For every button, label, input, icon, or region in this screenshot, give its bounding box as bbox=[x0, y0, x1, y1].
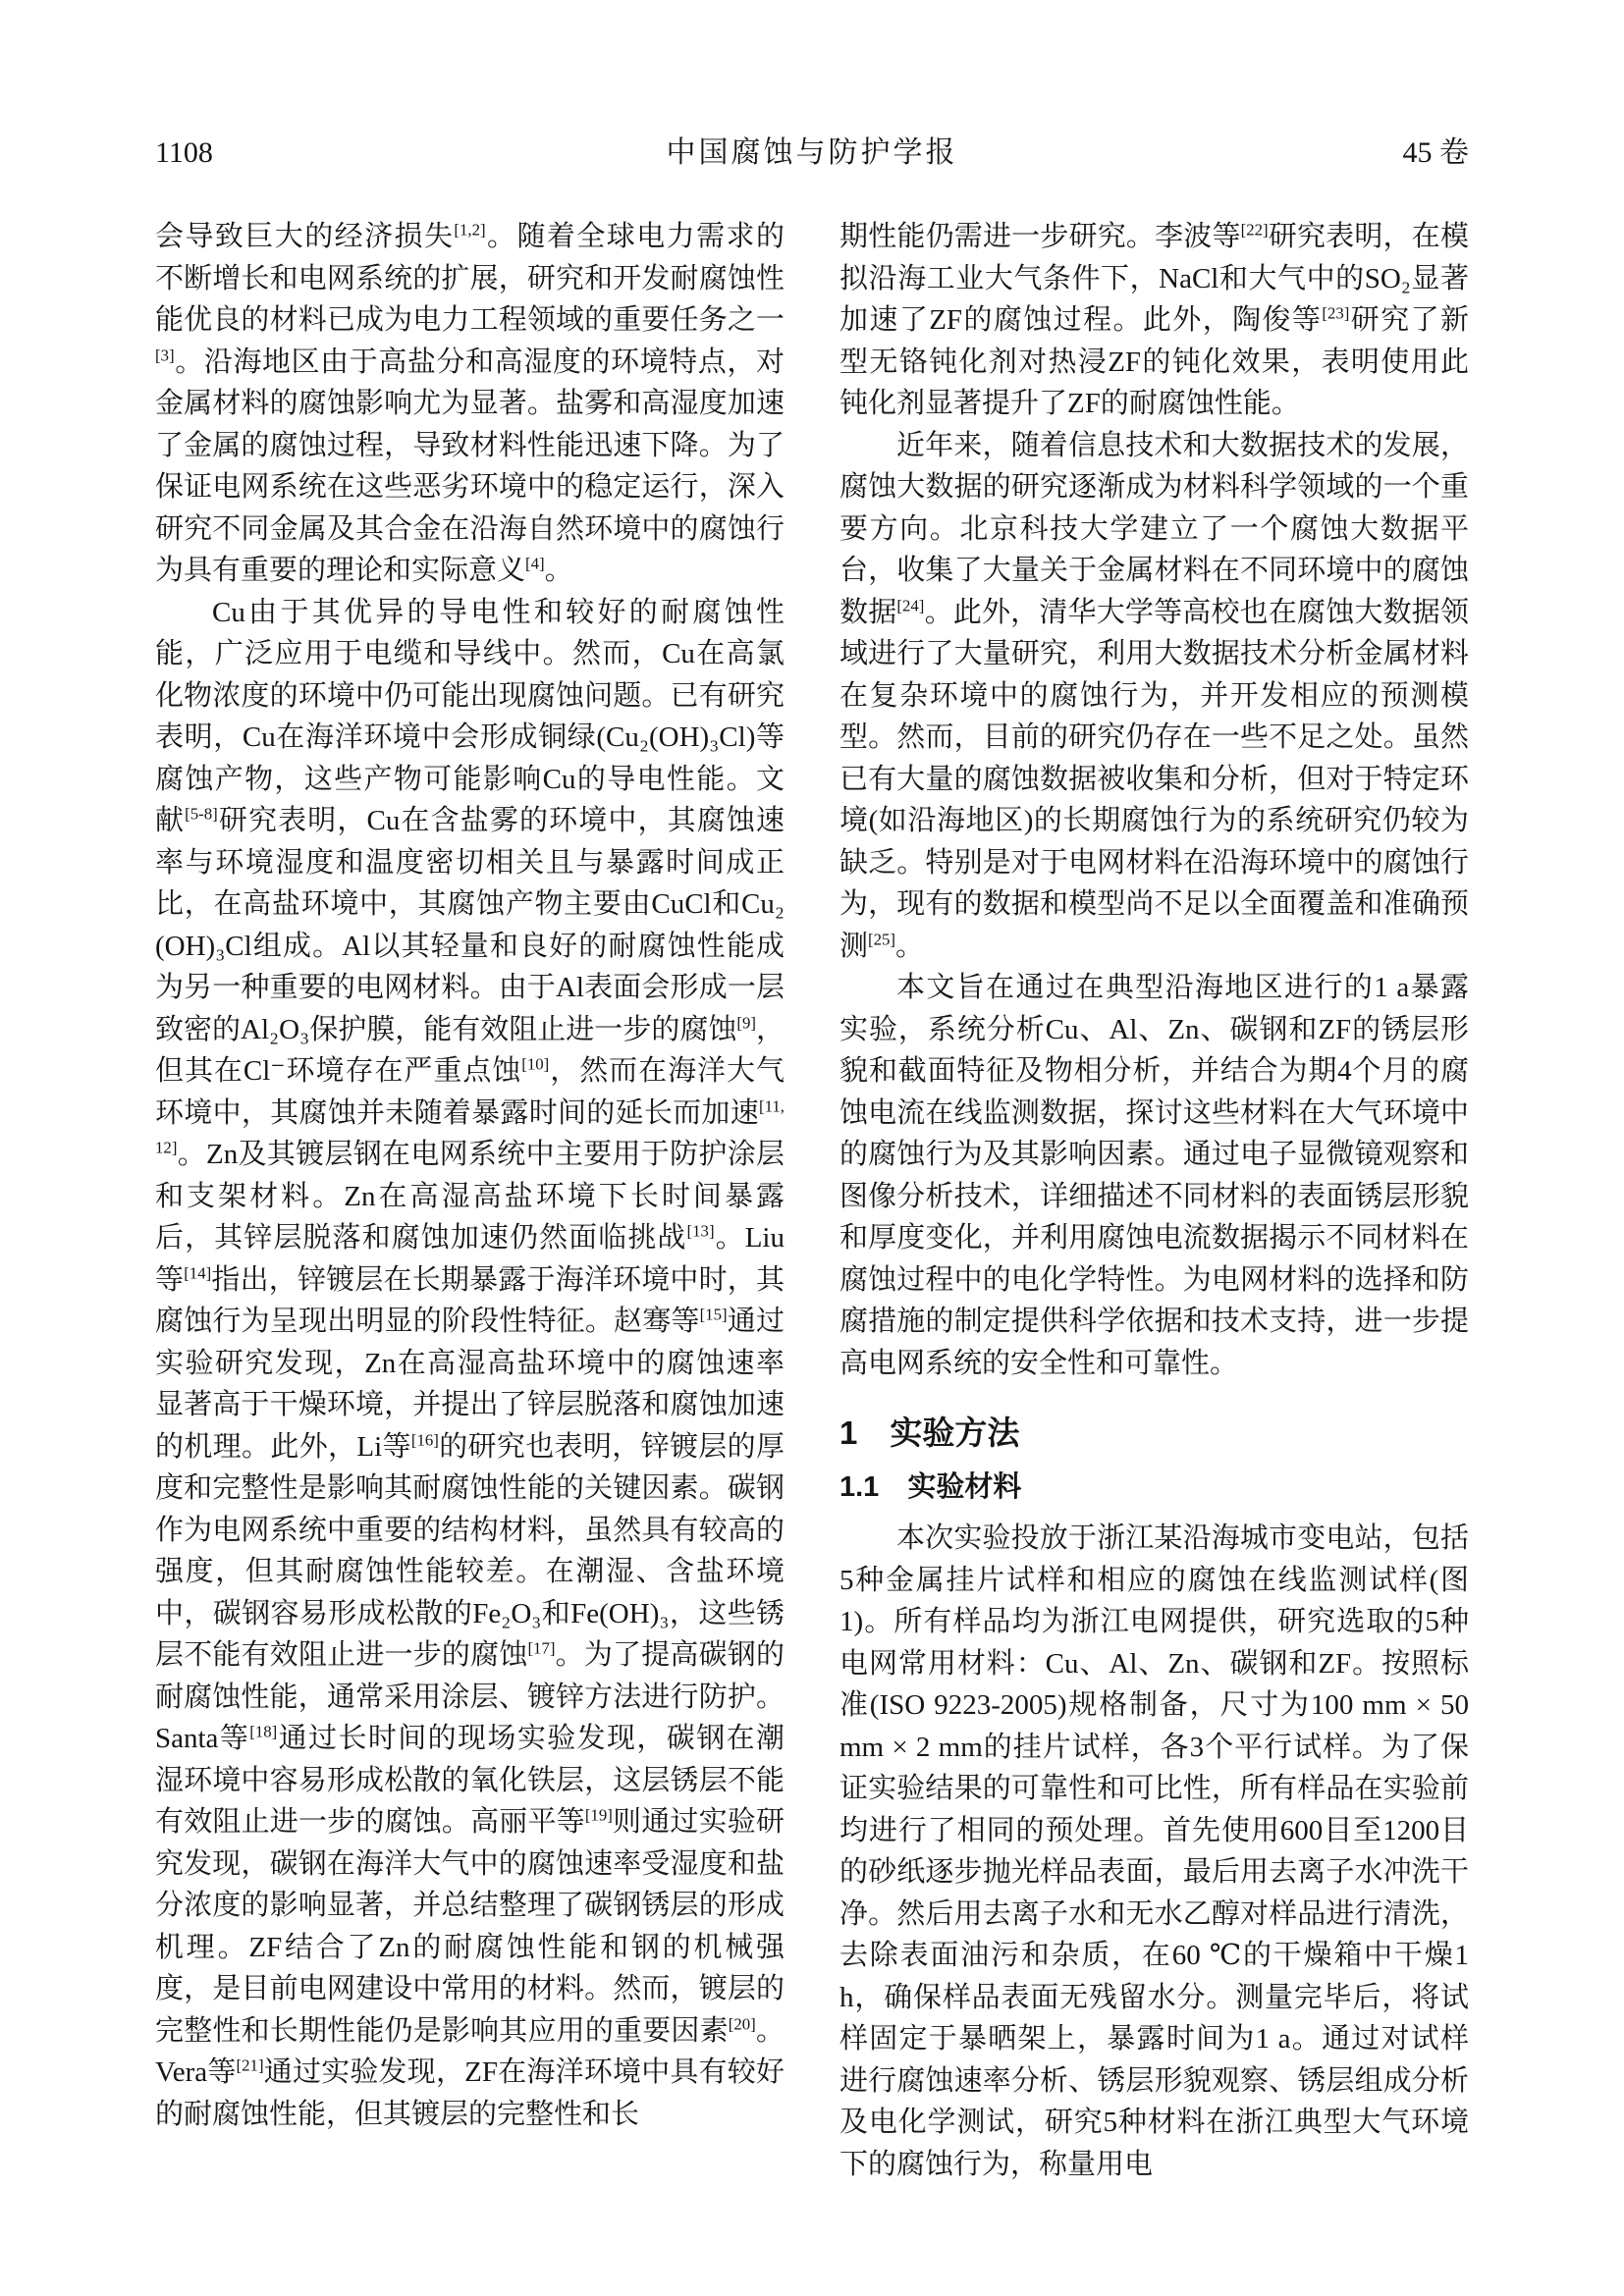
section-heading-methods: 1 实验方法 bbox=[839, 1415, 1020, 1451]
volume-label: 45 卷 bbox=[1402, 136, 1469, 169]
subsection-heading-materials: 1.1 实验材料 bbox=[839, 1470, 1022, 1503]
paragraph: Cu由于其优异的导电性和较好的耐腐蚀性能，广泛应用于电缆和导线中。然而，Cu在高氯化物浓度的环境中仍可能出现腐蚀问题。已有研究表明，Cu在海洋环境中会形成铜绿(Cu₂(OH)₃Cl)等腐蚀产物，这些产物可能影响Cu的导电性能。文献[5-8]研究表明，Cu在含盐雾的环境中，其腐蚀速率与环境湿度和温度密切相关且与暴露时间成正比，在高盐环境中，其腐蚀产物主要由CuCl和Cu₂(OH)₃Cl组成。Al以其轻量和良好的耐腐蚀性能成为另一种重要的电网材料。由于Al表面会形成一层致密的Al₂O₃保护膜，能有效阻止进一步的腐蚀[9]，但其在Cl⁻环境存在严重点蚀[10]，然而在海洋大气环境中，其腐蚀并未随着暴露时间的延长而加速[11,12]。Zn及其镀层钢在电网系统中主要用于防护涂层和支架材料。Zn在高湿高盐环境下长时间暴露后，其锌层脱落和腐蚀加速仍然面临挑战[13]。Liu等[14]指出，锌镀层在长期暴露于海洋环境中时，其腐蚀行为呈现出明显的阶段性特征。赵骞等[15]通过实验研究发现，Zn在高湿高盐环境中的腐蚀速率显著高于干燥环境，并提出了锌层脱落和腐蚀加速的机理。此外，Li等[16]的研究也表明，锌镀层的厚度和完整性是影响其耐腐蚀性能的关键因素。碳钢作为电网系统中重要的结构材料，虽然具有较高的强度，但其耐腐蚀性能较差。在潮湿、含盐环境中，碳钢容易形成松散的Fe₂O₃和Fe(OH)₃，这些锈层不能有效阻止进一步的腐蚀[17]。为了提高碳钢的耐腐蚀性能，通常采用涂层、镀锌方法进行防护。Santa等[18]通过长时间的现场实验发现，碳钢在潮湿环境中容易形成松散的氧化铁层，这层锈层不能有效阻止进一步的腐蚀。高丽平等[19]则通过实验研究发现，碳钢在海洋大气中的腐蚀速率受湿度和盐分浓度的影响显著，并总结整理了碳钢锈层的形成机理。ZF结合了Zn的耐腐蚀性能和钢的机械强度，是目前电网建设中常用的材料。然而，镀层的完整性和长期性能仍是影响其应用的重要因素[20]。Vera等[21]通过实验发现，ZF在海洋环境中具有较好的耐腐蚀性能，但其镀层的完整性和长 bbox=[155, 596, 785, 2130]
paragraph: 会导致巨大的经济损失[1,2]。随着全球电力需求的不断增长和电网系统的扩展，研究和开发耐腐蚀性能优良的材料已成为电力工程领域的重要任务之一[3]。沿海地区由于高盐分和高湿度的环境特点，对金属材料的腐蚀影响尤为显著。盐雾和高湿度加速了金属的腐蚀过程，导致材料性能迅速下降。为了保证电网系统在这些恶劣环境中的稳定运行，深入研究不同金属及其合金在沿海自然环境中的腐蚀行为具有重要的理论和实际意义[4]。 bbox=[155, 220, 785, 586]
paragraph: 本文旨在通过在典型沿海地区进行的1 a暴露实验，系统分析Cu、Al、Zn、碳钢和ZF的锈层形貌和截面特征及物相分析，并结合为期4个月的腐蚀电流在线监测数据，探讨这些材料在大气环境中的腐蚀行为及其影响因素。通过电子显微镜观察和图像分析技术，详细描述不同材料的表面锈层形貌和厚度变化，并利用腐蚀电流数据揭示不同材料在腐蚀过程中的电化学特性。为电网材料的选择和防腐措施的制定提供科学依据和技术支持，进一步提高电网系统的安全性和可靠性。 bbox=[839, 972, 1469, 1379]
journal-title: 中国腐蚀与防护学报 bbox=[666, 136, 958, 169]
paragraph: 本次实验投放于浙江某沿海城市变电站，包括5种金属挂片试样和相应的腐蚀在线监测试样(图1)。所有样品均为浙江电网提供，研究选取的5种电网常用材料：Cu、Al、Zn、碳钢和ZF。按照标准(ISO 9223-2005)规格制备，尺寸为100 mm × 50 mm × 2 mm的挂片试样，各3个平行试样。为了保证实验结果的可靠性和可比性，所有样品在实验前均进行了相同的预处理。首先使用600目至1200目的砂纸逐步抛光样品表面，最后用去离子水冲洗干净。然后用去离子水和无水乙醇对样品进行清洗，去除表面油污和杂质，在60 ℃的干燥箱中干燥1 h，确保样品表面无残留水分。测量完毕后，将试样固定于暴晒架上，暴露时间为1 a。通过对试样进行腐蚀速率分析、锈层形貌观察、锈层组成分析及电化学测试，研究5种材料在浙江典型大气环境下的腐蚀行为，称量用电 bbox=[839, 1522, 1469, 2180]
paragraph: 期性能仍需进一步研究。李波等[22]研究表明，在模拟沿海工业大气条件下，NaCl和大气中的SO₂显著加速了ZF的腐蚀过程。此外，陶俊等[23]研究了新型无铬钝化剂对热浸ZF的钝化效果，表明使用此钝化剂显著提升了ZF的耐腐蚀性能。 bbox=[839, 220, 1469, 419]
page-body bbox=[155, 216, 1469, 2185]
right-column bbox=[839, 216, 1469, 2185]
left-column bbox=[155, 216, 785, 2185]
page-header bbox=[155, 132, 1469, 175]
page-number: 1108 bbox=[155, 136, 213, 169]
right-column-methods bbox=[839, 1518, 1469, 2185]
paragraph: 近年来，随着信息技术和大数据技术的发展，腐蚀大数据的研究逐渐成为材料科学领域的一个重要方向。北京科技大学建立了一个腐蚀大数据平台，收集了大量关于金属材料在不同环境中的腐蚀数据[24]。此外，清华大学等高校也在腐蚀大数据领域进行了大量研究，利用大数据技术分析金属材料在复杂环境中的腐蚀行为，并开发相应的预测模型。然而，目前的研究仍存在一些不足之处。虽然已有大量的腐蚀数据被收集和分析，但对于特定环境(如沿海地区)的长期腐蚀行为的系统研究仍较为缺乏。特别是对于电网材料在沿海环境中的腐蚀行为，现有的数据和模型尚不足以全面覆盖和准确预测[25]。 bbox=[839, 429, 1469, 962]
right-column-intro bbox=[839, 216, 1469, 1384]
